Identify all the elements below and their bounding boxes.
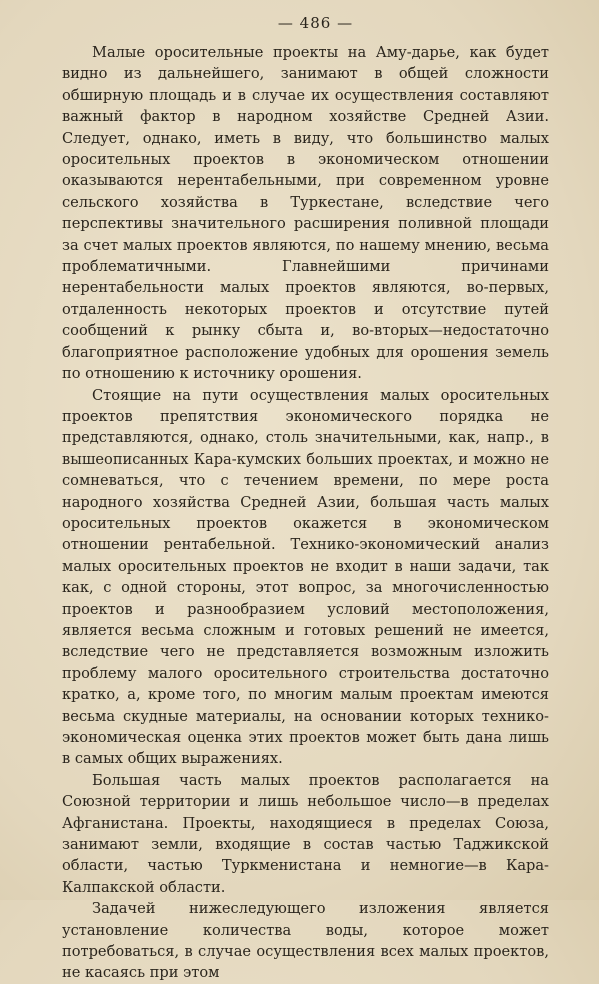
paragraph-1: Малые оросительные проекты на Аму-дарье, как будет видно из дальнейшего, занимают в общей сложности обширную площадь и в случае их осуществления составляют важный фактор в народном хозяйстве Средней Азии. Следует, однако, иметь в виду, что большинство малых оросительных проектов в экономическом отношении оказываются нерентабельными, при современном уровне сельского хозяйства в Туркестане, вследствие чего перспективы значительного расширения поливной площади за счет малых проектов являются, по нашему мнению, весьма проблематичными. Главнейшими причинами нерентабельности малых проектов являются, во-первых, отдаленность некоторых проектов и отсутствие путей сообщений к рынку сбыта и, во-вторых—недостаточно благоприятное расположение удобных для орошения земель по отношению к источнику орошения.	[62, 44, 549, 383]
body-text	[62, 42, 549, 984]
paragraph-2: Стоящие на пути осуществления малых оросительных проектов препятствия экономического порядка не представляются, однако, столь значительными, как, напр., в вышеописанных Кара-кумских больших проектах, и можно не сомневаться, что с течением времени, по мере роста народного хозяйства Средней Азии, большая часть малых оросительных проектов окажется в экономическом отношении рентабельной. Технико-экономический анализ малых оросительных проектов не входит в наши задачи, так как, с одной стороны, этот вопрос, за многочисленностью проектов и разнообразием условий местоположения, является весьма сложным и готовых решений не имеется, вследствие чего не представляется возможным изложить проблему малого оросительного строительства достаточно кратко, а, кроме того, по многим малым проектам имеются весьма скудные материалы, на основании которых технико-экономическая оценка этих проектов может быть дана лишь в самых общих выражениях.	[62, 386, 549, 768]
page-number: — 486 —	[277, 14, 354, 32]
paragraph-4: Задачей нижеследующего изложения является установление количества воды, которое может потребоваться, в случае осуществления всех малых проектов, не касаясь при этом	[62, 900, 549, 982]
paragraph-3: Большая часть малых проектов располагается на Союзной территории и лишь небольшое число—в пределах Афганистана. Проекты, находящиеся в пределах Союза, занимают земли, входящие в состав частью Таджикской области, частью Туркменистана и немногие—в Кара-Калпакской области.	[62, 771, 549, 896]
